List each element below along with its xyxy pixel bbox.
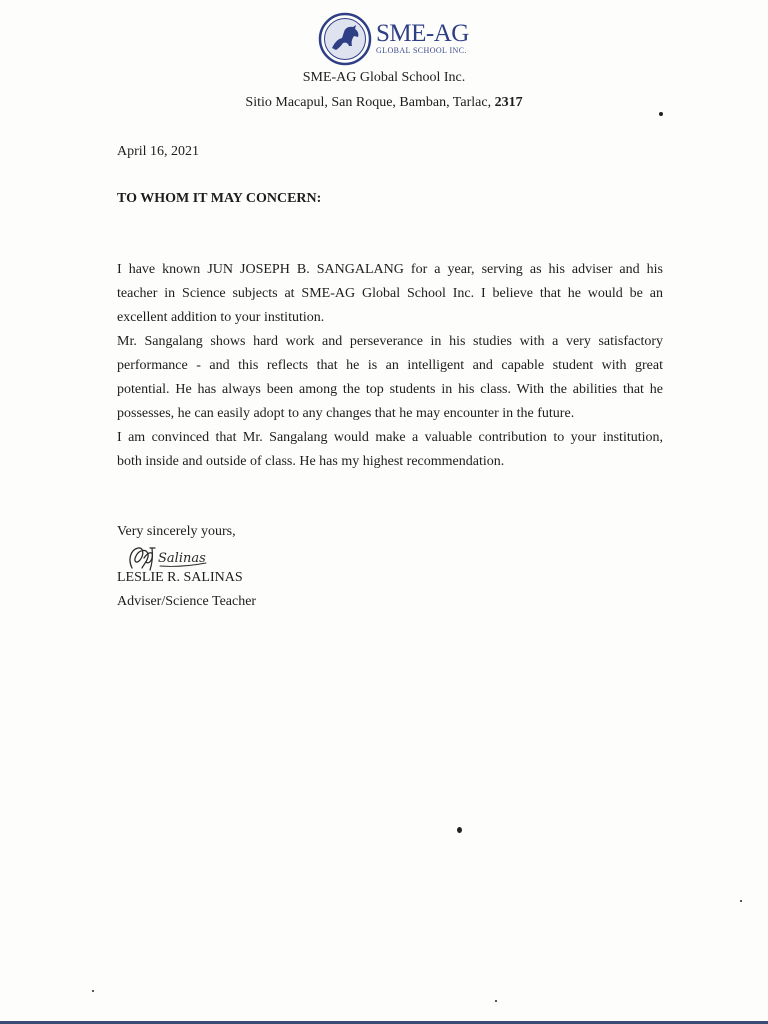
body-line: Mr. Sangalang shows hard work and perseverance in his studies with a very satisfactory <box>117 334 663 349</box>
school-logo <box>318 12 488 66</box>
body-line: excellent addition to your institution. <box>117 310 325 325</box>
school-address-line <box>0 95 768 111</box>
logo-subtitle: GLOBAL SCHOOL INC. <box>376 46 467 55</box>
closing: Very sincerely yours, <box>117 524 236 539</box>
scan-speck <box>495 1000 497 1002</box>
svg-text:Salinas: Salinas <box>158 551 206 566</box>
signer-title: Adviser/Science Teacher <box>117 594 257 609</box>
scan-speck <box>457 827 462 833</box>
horse-seal-icon <box>318 12 372 66</box>
school-zip: 2317 <box>494 95 523 110</box>
body-line: potential. He has always been among the top students in his class. With the abilities that he <box>117 382 663 397</box>
body-line: possesses, he can easily adopt to any changes that he may encounter in the future. <box>117 406 575 421</box>
body-line: I have known JUN JOSEPH B. SANGALANG for a year, serving as his adviser and his <box>117 262 663 277</box>
body-line: I am convinced that Mr. Sangalang would make a valuable contribution to your institution, <box>117 430 663 445</box>
body-line: performance - and this reflects that he is an intelligent and capable student with great <box>117 358 663 373</box>
scan-speck <box>92 990 94 992</box>
letter-date: April 16, 2021 <box>117 144 200 159</box>
logo-name: SME-AG <box>376 20 469 47</box>
signer-name: LESLIE R. SALINAS <box>117 570 243 585</box>
body-line: teacher in Science subjects at SME-AG Global School Inc. I believe that he would be an <box>117 286 663 301</box>
school-name: SME-AG Global School Inc. <box>302 70 466 85</box>
school-address: Sitio Macapul, San Roque, Bamban, Tarlac, <box>245 95 492 110</box>
salutation: TO WHOM IT MAY CONCERN: <box>117 191 322 206</box>
scan-speck <box>740 900 742 902</box>
body-line: both inside and outside of class. He has my highest recommendation. <box>117 454 505 469</box>
scan-speck <box>659 112 663 116</box>
